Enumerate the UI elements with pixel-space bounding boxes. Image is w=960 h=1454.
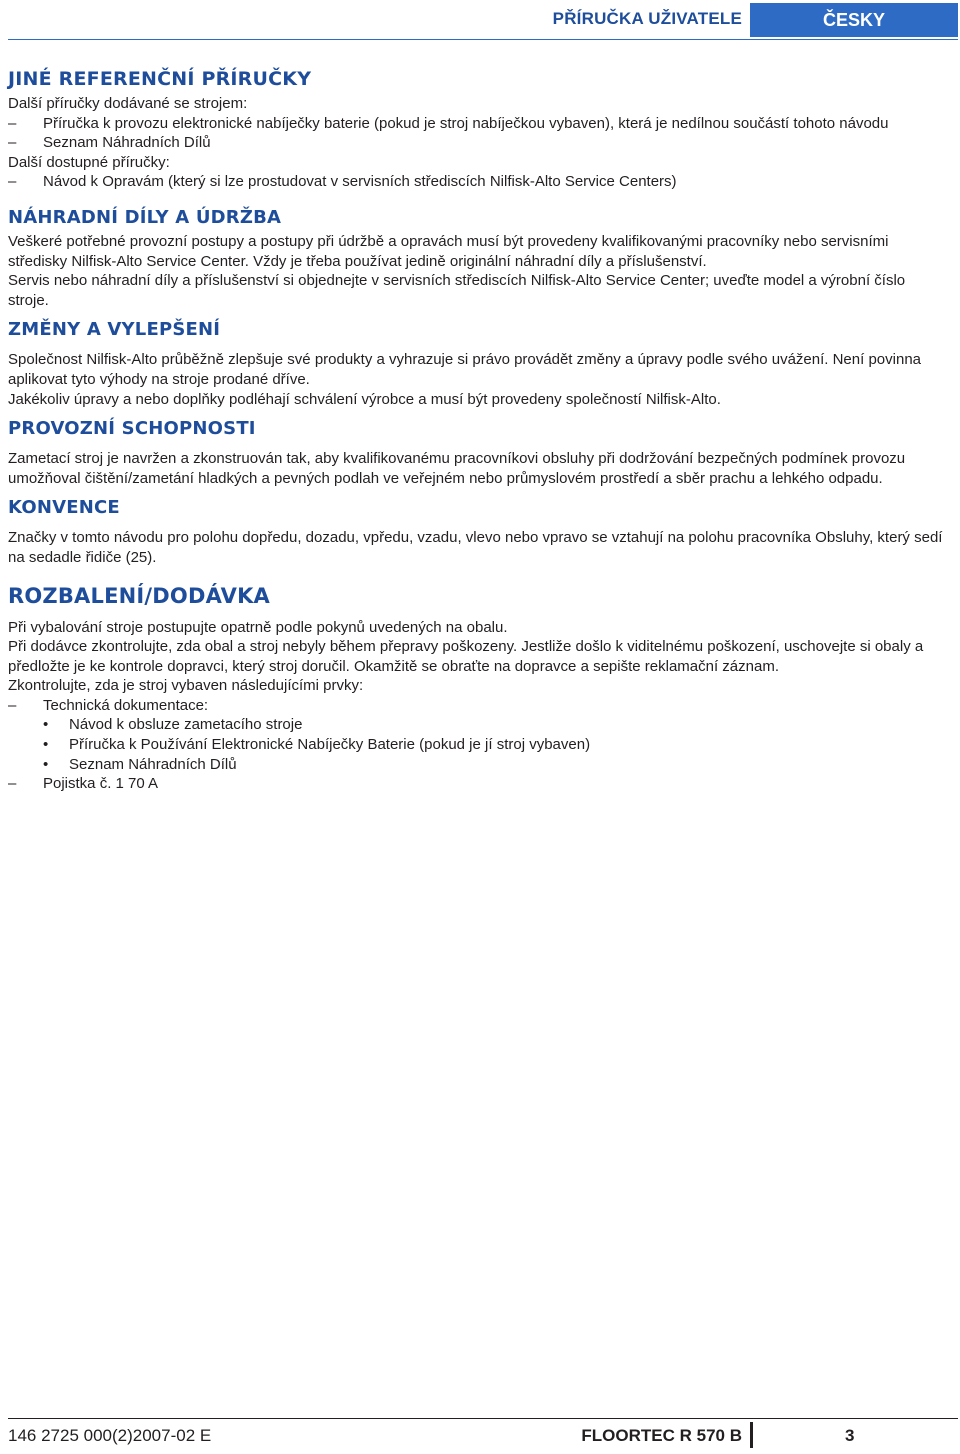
paragraph: Při dodávce zkontrolujte, zda obal a stroj nebyly během přepravy poškozeny. Jestliže došlo k viditelnému poškození, uschovejte si obaly a předložte je ke kontrole dopravci, který stroj doručil. Okamžitě se obraťte na dopravce a sepište reklamační záznam. [8,638,924,675]
sub-list-item [8,755,948,775]
dash-marker: – [8,134,17,152]
paragraph: Při vybalování stroje postupujte opatrně podle pokynů uvedených na obalu. [8,618,508,636]
list-item-text: Příručka k provozu elektronické nabíječky baterie (pokud je stroj nabíječkou vybaven), která je nedílnou součástí tohoto návodu [43,114,889,132]
page-number: 3 [845,1426,855,1445]
page-footer [0,1418,960,1454]
paragraph: Společnost Nilfisk-Alto průběžně zlepšuje své produkty a vyhrazuje si právo provádět změny a úpravy podle svého uvážení. Není povinna aplikovat tyto výhody na stroje prodané dříve. [8,351,922,388]
paragraph: Zametací stroj je navržen a zkonstruován tak, aby kvalifikovanému pracovníkovi obsluhy při dodržování bezpečných podmínek provozu umožňoval čištění/zametání hladkých a pevných podlah ve veřejném nebo průmyslovém prostředí a sběr prachu a lehkého odpadu. [8,450,906,487]
section-title-conventions: KONVENCE [8,497,120,519]
language-badge: ČESKY [750,3,958,37]
section-spare-parts [8,204,948,310]
dash-marker: – [8,173,17,191]
list-item [8,133,948,153]
section-title-spare-parts: NÁHRADNÍ DÍLY A ÚDRŽBA [8,206,282,228]
section-changes [8,316,948,409]
header-rule [8,39,958,40]
list-item [8,774,948,794]
list-item-text: Pojistka č. 1 70 A [43,775,159,793]
paragraph: Další příručky dodávané se strojem: [8,95,248,112]
paragraph: Zkontrolujte, zda je stroj vybaven následujícími prvky: [8,677,364,695]
dash-marker: – [8,696,17,714]
dash-marker: – [8,775,17,793]
sub-list-item [8,735,948,755]
list-item-text: Návod k Opravám (který si lze prostudovat v servisních střediscích Nilfisk-Alto Service Centers) [43,173,677,191]
section-unpacking [8,580,948,794]
page-header [0,0,960,40]
section-title-unpacking: ROZBALENÍ/DODÁVKA [8,583,271,608]
document-code: 146 2725 000(2)2007-02 E [8,1426,212,1445]
list-item [8,114,948,134]
footer-rule [8,1418,958,1419]
section-operation [8,415,948,488]
sub-list-item [8,715,948,735]
list-item-text: Návod k obsluze zametacího stroje [69,716,303,734]
list-item-text: Příručka k Používání Elektronické Nabíječky Baterie (pokud je jí stroj vybaven) [69,736,591,754]
bullet-marker: • [43,736,49,754]
list-item-text: Technická dokumentace: [43,696,209,714]
section-title-changes: ZMĚNY A VYLEPŠENÍ [8,319,221,341]
list-item [8,696,948,716]
manual-title: PŘÍRUČKA UŽIVATELE [552,9,742,28]
paragraph: Další dostupné příručky: [8,153,170,171]
bullet-marker: • [43,755,49,773]
paragraph: Servis nebo náhradní díly a příslušenství si objednejte v servisních střediscích Nilfisk-Alto Service Center; uveďte model a výrobní číslo stroje. [8,272,906,309]
section-title-other-manuals: JINÉ REFERENČNÍ PŘÍRUČKY [8,68,312,90]
list-item [8,172,948,192]
bullet-marker: • [43,716,49,734]
paragraph: Jakékoliv úpravy a nebo doplňky podléhají schválení výrobce a musí být provedeny společností Nilfisk-Alto. [8,390,721,408]
page-content [8,64,948,794]
dash-marker: – [8,114,17,132]
list-item-text: Seznam Náhradních Dílů [69,755,237,773]
paragraph: Veškeré potřebné provozní postupy a postupy při údržbě a opravách musí být provedeny kvalifikovanými pracovníky nebo servisními středisky Nilfisk-Alto Service Center. Vždy je třeba používat jedině originální náhradní díly a příslušenství. [8,232,889,270]
model-name: FLOORTEC R 570 B [581,1426,742,1445]
section-title-operation: PROVOZNÍ SCHOPNOSTI [8,418,256,440]
list-item-text: Seznam Náhradních Dílů [43,134,211,152]
section-other-manuals [8,64,948,192]
footer-divider [750,1422,753,1448]
paragraph: Značky v tomto návodu pro polohu dopředu, dozadu, vpředu, vzadu, vlevo nebo vpravo se vztahují na polohu pracovníka Obsluhy, který sedí na sedadle řidiče (25). [8,529,943,566]
section-conventions [8,494,948,567]
